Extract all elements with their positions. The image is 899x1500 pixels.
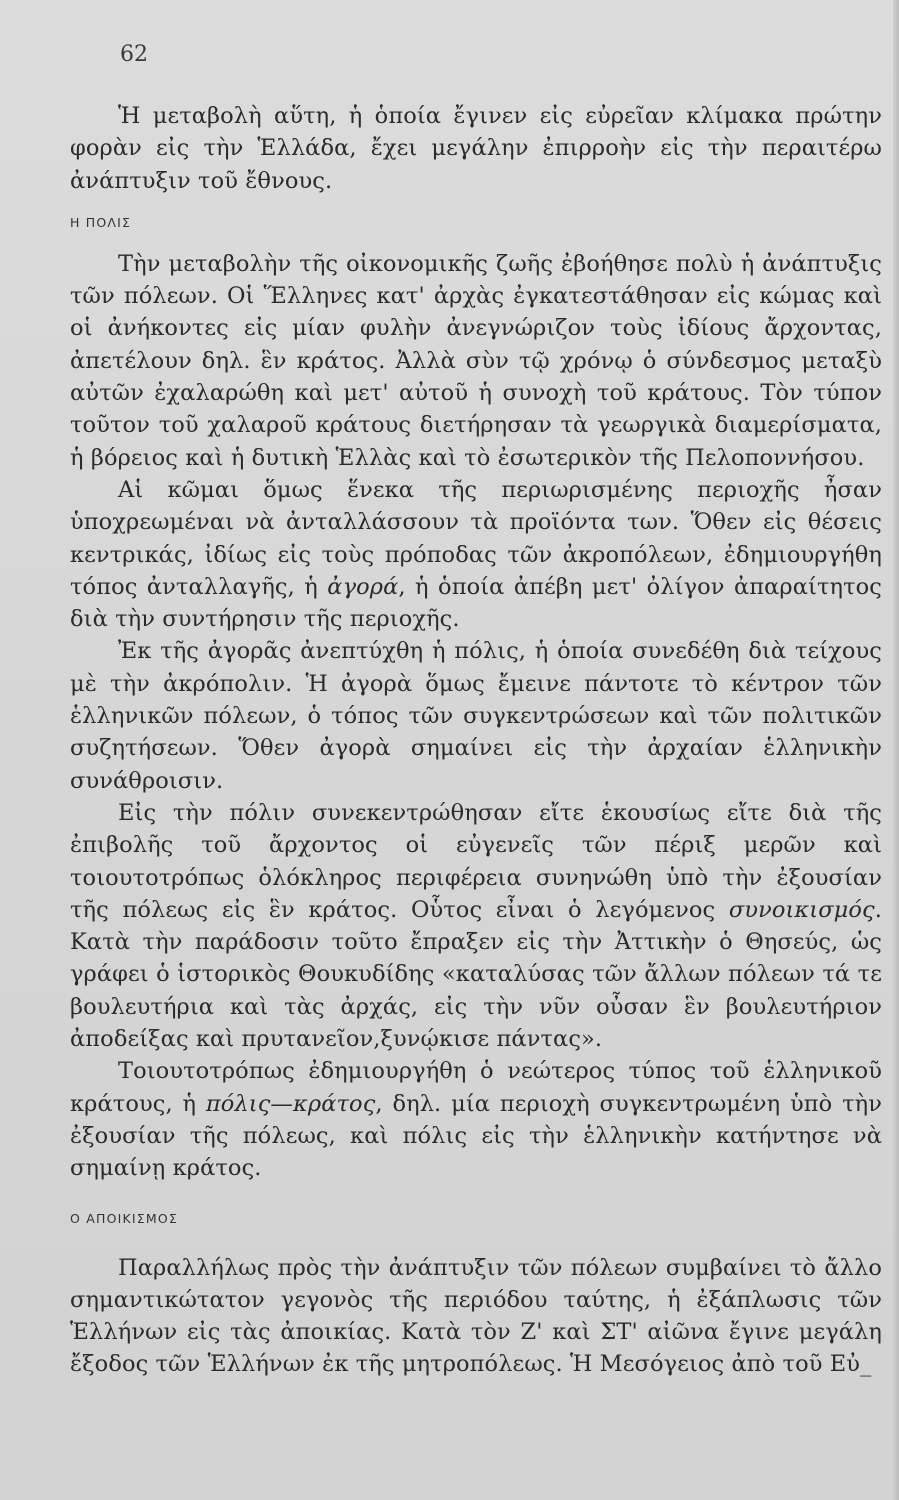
italic-term-polis-kratos: πόλις—κράτος: [205, 1090, 376, 1117]
text-span: Εἰς τὴν πόλιν συνεκεντρώθησαν εἴτε ἑκουσίως εἴτε διὰ τῆς ἐπιβολῆς τοῦ ἄρχοντος οἱ εὐγενεῖς τῶν πέριξ μερῶν καὶ τοιουτοτρόπως ὁλόκληρος περιφέρεια συνηνώθη ὑπὸ τὴν ἐξουσίαν τῆς πόλεως εἰς ἓν κράτος. Οὗτος εἶναι ὁ λεγόμενος: [70, 799, 882, 923]
paragraph-polis-3: Ἐκ τῆς ἀγορᾶς ἀνεπτύχθη ἡ πόλις, ἡ ὁποία συνεδέθη διὰ τείχους μὲ τὴν ἀκρόπολιν. Ἡ ἀγορὰ ὅμως ἔμεινε πάντοτε τὸ κέντρον τῶν ἑλληνικῶν πόλεων, ὁ τόπος τῶν συγκεντρώσεων καὶ τῶν πολιτικῶν συζητήσεων. Ὅθεν ἀγορὰ σημαίνει εἰς τὴν ἀρχαίαν ἑλληνικὴν συνάθροισιν.: [70, 638, 882, 794]
paragraph-polis-1: Τὴν μεταβολὴν τῆς οἰκονομικῆς ζωῆς ἐβοήθησε πολὺ ἡ ἀνάπτυξις τῶν πόλεων. Οἱ Ἕλληνες κατ' ἀρχὰς ἐγκατεστάθησαν εἰς κώμας καὶ οἱ ἀνήκοντες εἰς μίαν φυλὴν ἀνεγνώριζον τοὺς ἰδίους ἄρχοντας, ἀπετέλουν δηλ. ἓν κράτος. Ἀλλὰ σὺν τῷ χρόνῳ ὁ σύνδεσμος μεταξὺ αὐτῶν ἐχαλαρώθη καὶ μετ' αὐτοῦ ἡ συνοχὴ τοῦ κράτους. Τὸν τύπον τοῦτον τοῦ χαλαροῦ κράτους διετήρησαν τὰ γεωργικὰ διαμερίσματα, ἡ βόρειος καὶ ἡ δυτικὴ Ἑλλὰς καὶ τὸ ἐσωτερικὸν τῆς Πελοποννήσου.: [70, 250, 882, 471]
text-span: Τοιουτοτρόπως ἐδημιουργήθη ὁ νεώτερος τύπος τοῦ ἑλληνικοῦ κράτους, ἡ: [70, 1058, 882, 1117]
page-number: 62: [120, 42, 148, 67]
section-heading-apoikismos: Ο ΑΠΟΙΚΙΣΜΟΣ: [70, 1210, 178, 1226]
paragraph-polis-4: [70, 797, 882, 1055]
text-span: Αἱ κῶμαι ὅμως ἕνεκα τῆς περιωρισμένης περιοχῆς ἦσαν ὑποχρεωμέναι νὰ ἀνταλλάσσουν τὰ προϊόντα των. Ὅθεν εἰς θέσεις κεντρικάς, ἰδίως εἰς τοὺς πρόποδας τῶν ἀκροπόλεων, ἐδημιουργήθη τόπος ἀνταλλαγῆς, ἡ: [70, 476, 882, 600]
section-heading-polis: Η ΠΟΛΙΣ: [70, 214, 132, 230]
page-content: [70, 100, 882, 1381]
paragraph-polis-2: [70, 474, 882, 635]
paragraph-intro: Ἡ μεταβολὴ αὕτη, ἡ ὁποία ἔγινεν εἰς εὐρεῖαν κλίμακα πρώτην φορὰν εἰς τὴν Ἑλλάδα, ἔχει μεγάλην ἐπιρροὴν εἰς τὴν περαιτέρω ἀνάπτυξιν τοῦ ἔθνους.: [70, 103, 882, 194]
text-span: , δηλ. μία περιοχὴ συγκεντρωμένη ὑπὸ τὴν ἐξουσίαν τῆς πόλεως, καὶ πόλις εἰς τὴν ἑλληνικὴν κατήντησε νὰ σημαίνῃ κράτος.: [70, 1090, 882, 1182]
page-edge: [893, 0, 899, 1500]
italic-term-agora: ἀγορά: [327, 573, 399, 600]
italic-term-synoikismos: συνοικισμός: [728, 896, 875, 923]
text-span: , ἡ ὁποία ἀπέβη μετ' ὀλίγον ἀπαραίτητος διὰ τὴν συντήρησιν τῆς περιοχῆς.: [70, 573, 883, 633]
text-span: . Κατὰ τὴν παράδοσιν τοῦτο ἔπραξεν εἰς τὴν Ἀττικὴν ὁ Θησεύς, ὡς γράφει ὁ ἱστορικὸς Θουκυδίδης «καταλύσας τῶν ἄλλων πόλεων τά τε βουλευτήρια καὶ τὰς ἀρχάς, εἰς τὴν νῦν οὖσαν ἓν βουλευτήριον ἀποδείξας καὶ πρυτανεῖον,ξυνῴκισε πάντας».: [70, 896, 882, 1053]
paragraph-apoikismos-1: Παραλλήλως πρὸς τὴν ἀνάπτυξιν τῶν πόλεων συμβαίνει τὸ ἄλλο σημαντικώτατον γεγονὸς τῆς περιόδου ταύτης, ἡ ἐξάπλωσις τῶν Ἑλλήνων εἰς τὰς ἀποικίας. Κατὰ τὸν Ζ' καὶ ΣΤ' αἰῶνα ἔγινε μεγάλη ἔξοδος τῶν Ἑλλήνων ἐκ τῆς μητροπόλεως. Ἡ Μεσόγειος ἀπὸ τοῦ Εὐ_: [70, 1254, 882, 1378]
paragraph-polis-5: [70, 1055, 882, 1184]
